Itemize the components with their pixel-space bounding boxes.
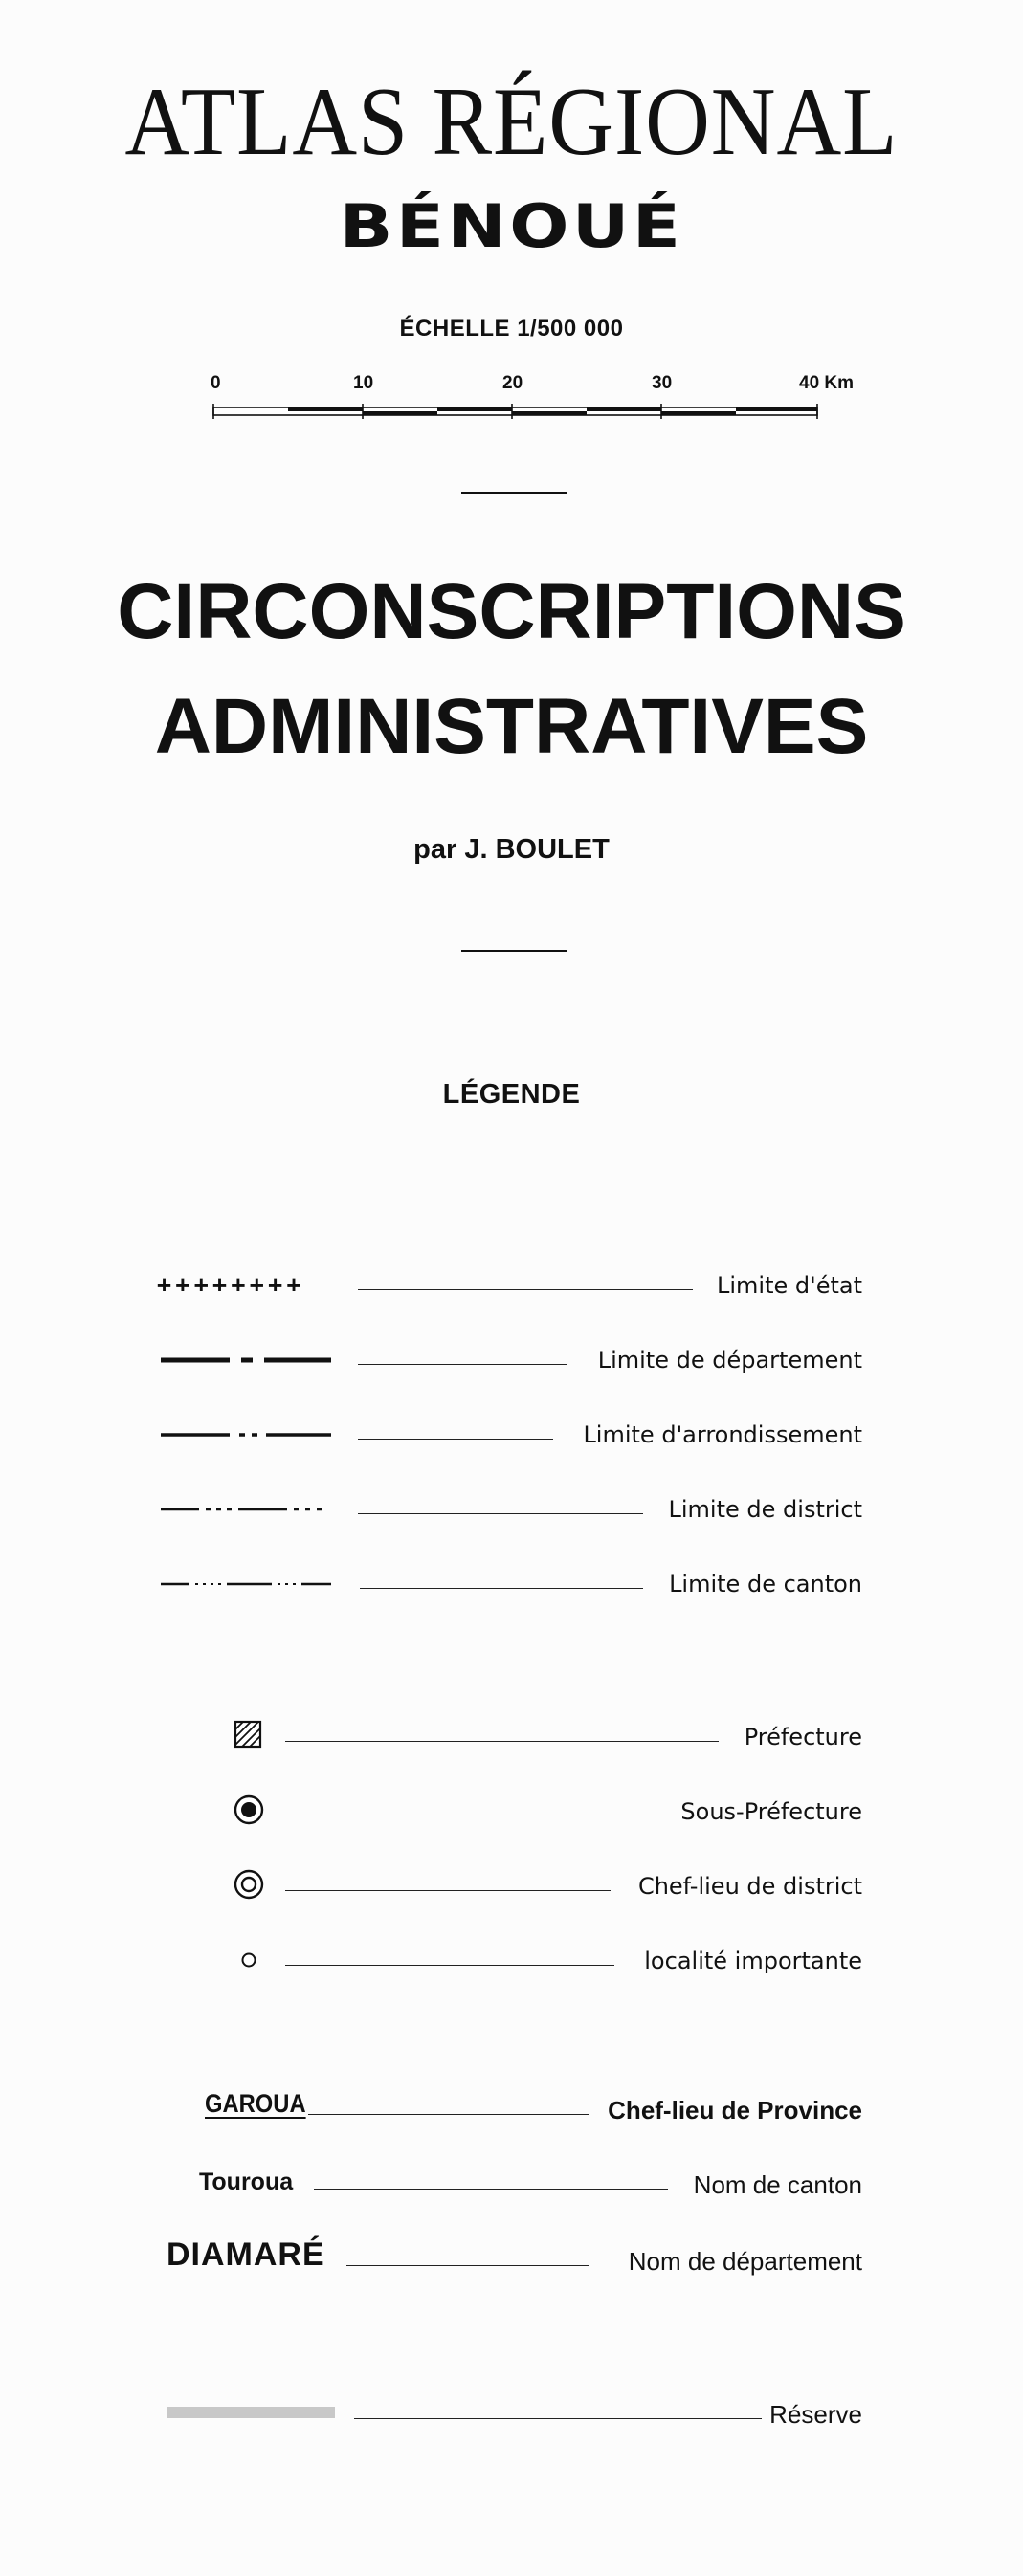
legend-label: Nom de canton <box>693 2170 862 2199</box>
leader-line <box>314 2189 668 2190</box>
leader-line <box>285 1890 611 1891</box>
legend-label: Limite de canton <box>669 1571 862 1597</box>
leader-line <box>360 1588 643 1589</box>
state-boundary-symbol: ++++++++ <box>157 1270 305 1298</box>
legend-label: Limite d'état <box>716 1272 862 1299</box>
legend-row-province-seat <box>0 2085 1023 2129</box>
legend-row-canton-boundary <box>0 1561 1023 1605</box>
small-circle-icon <box>239 1950 258 1970</box>
arrondissement-boundary-symbol <box>161 1425 333 1444</box>
legend-row-district-seat <box>0 1861 1023 1905</box>
leader-line <box>358 1439 553 1440</box>
legend-row-prefecture <box>0 1712 1023 1756</box>
legend-heading: LÉGENDE <box>442 1079 581 1110</box>
scale-tick-label: 30 <box>652 373 673 393</box>
legend-label: Chef-lieu de district <box>637 1873 862 1900</box>
legend-label: Limite de district <box>668 1496 862 1523</box>
leader-line <box>358 1513 643 1514</box>
legend-label: Chef-lieu de Province <box>608 2096 862 2125</box>
legend-label: Nom de département <box>628 2247 862 2276</box>
map-title <box>0 555 1023 784</box>
legend-row-department-name <box>0 2235 1023 2279</box>
legend-row-state-boundary <box>0 1263 1023 1307</box>
legend-row-department-boundary <box>0 1337 1023 1381</box>
legend-row-arrondissement-boundary <box>0 1412 1023 1456</box>
scale-label: ÉCHELLE 1/500 000 <box>399 316 624 341</box>
divider <box>461 950 567 952</box>
sample-name-garoua: GAROUA <box>205 2089 306 2118</box>
leader-line <box>308 2114 589 2115</box>
author-credit: par J. BOULET <box>413 834 610 865</box>
map-title-line: ADMINISTRATIVES <box>154 683 869 770</box>
map-title-line: CIRCONSCRIPTIONS <box>117 568 906 655</box>
legend-label: Limite d'arrondissement <box>583 1421 862 1448</box>
leader-line <box>358 1364 567 1365</box>
department-boundary-symbol <box>161 1351 333 1370</box>
scale-bar <box>0 373 1023 430</box>
legend-label: Limite de département <box>597 1347 862 1374</box>
scale-tick-label: 0 <box>211 373 221 393</box>
sample-name-touroua: Touroua <box>199 2169 294 2195</box>
legend-row-reserve <box>0 2388 1023 2432</box>
legend-row-canton-name <box>0 2160 1023 2204</box>
legend-row-district-boundary <box>0 1486 1023 1530</box>
leader-line <box>346 2265 589 2266</box>
scale-tick-label: 40 Km <box>799 373 855 393</box>
scale-tick-label: 20 <box>502 373 523 393</box>
legend-label: localité importante <box>644 1948 862 1974</box>
leader-line <box>358 1289 693 1290</box>
atlas-title: ATLAS RÉGIONAL <box>124 68 899 176</box>
hatched-square-icon <box>234 1720 264 1750</box>
scale-bar-graphic <box>0 373 1023 430</box>
legend-label: Sous-Préfecture <box>680 1798 862 1825</box>
leader-line <box>285 1965 614 1966</box>
region-name: BÉNOUÉ <box>339 191 684 261</box>
scale-tick-label: 10 <box>353 373 374 393</box>
divider <box>461 492 567 494</box>
leader-line <box>354 2418 762 2419</box>
legend-label: Réserve <box>769 2400 862 2429</box>
leader-line <box>285 1741 719 1742</box>
sample-name-diamare: DIAMARÉ <box>167 2236 325 2273</box>
legend-row-sous-prefecture <box>0 1787 1023 1831</box>
filled-dot-circle-icon <box>233 1794 265 1826</box>
legend-label: Préfecture <box>744 1724 862 1750</box>
canton-boundary-symbol <box>161 1574 333 1594</box>
legend-row-important-locality <box>0 1936 1023 1980</box>
double-circle-icon <box>233 1868 265 1901</box>
reserve-swatch <box>167 2407 335 2418</box>
district-boundary-symbol <box>161 1500 333 1519</box>
